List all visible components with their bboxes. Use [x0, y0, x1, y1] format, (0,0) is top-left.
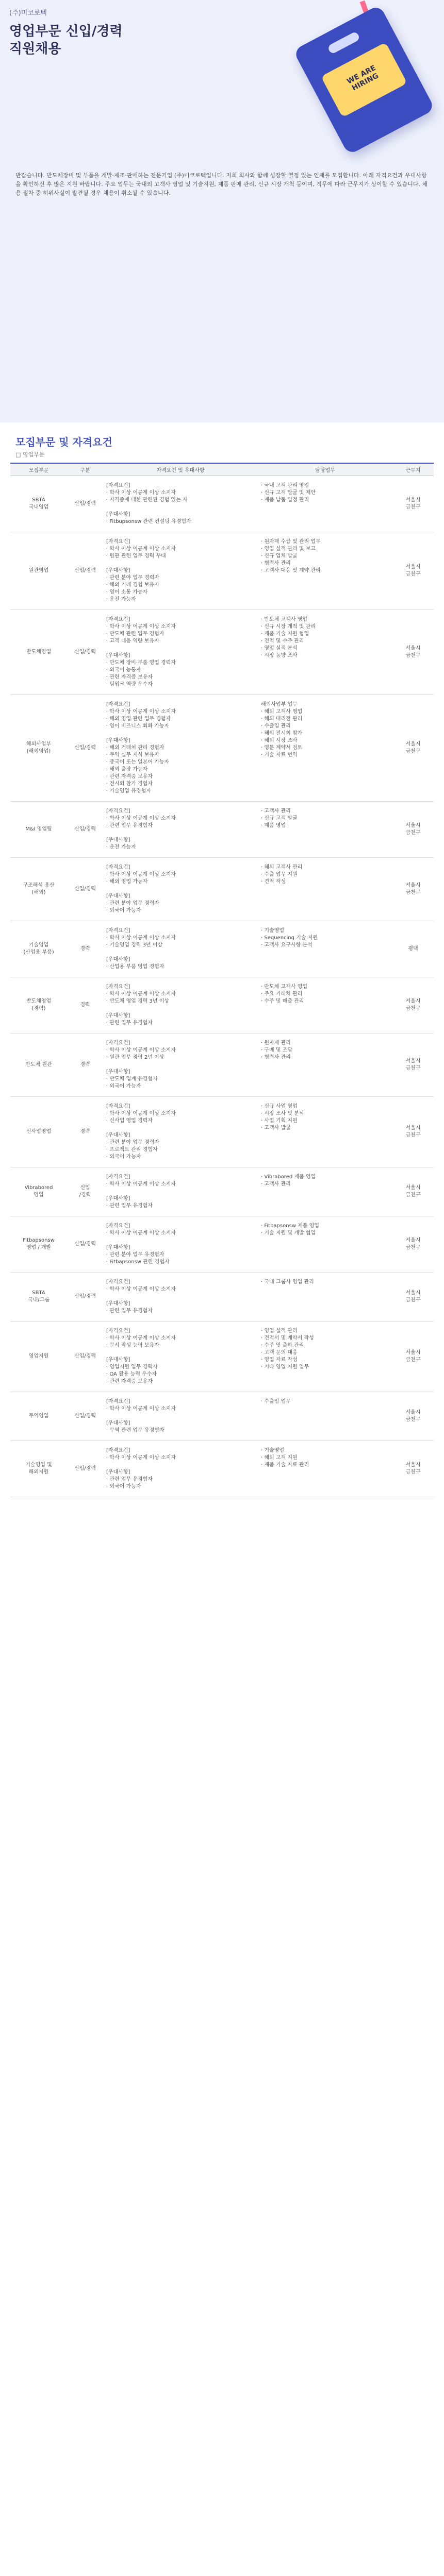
job-duties-cell: · 고객사 관리 · 신규 고객 발굴 · 제품 영업: [258, 801, 392, 857]
job-requirements-cell: [자격요건] · 학사 이상 이공계 이상 소지자 · 해외 영업 관련 업무 경험자 · 영어 비즈니스 회화 가능자 [우대사항] · 해외 거래처 관리 경험자 · 무역 실무 지식 보유자 · 중국어 또는 일본어 가능자 · 해외 출장 가능자 · 관련 자격증 보유자 · 전시회 참가 경험자 · 기술영업 유경험자: [103, 694, 258, 801]
job-row: [10, 1321, 434, 1392]
job-duties-cell: · 기술영업 · 해외 고객 지원 · 제품 기술 자료 관리: [258, 1440, 392, 1497]
job-requirements-cell: [자격요건] · 학사 이상 이공계 이상 소지자 · 원관 업무 경력 2년 이상 [우대사항] · 반도체 업계 유경험자 · 외국어 가능자: [103, 1033, 258, 1096]
job-type-cell: 신입/경력: [67, 1321, 103, 1392]
job-type-cell: 경력: [67, 1033, 103, 1096]
job-dept-cell: 반도체 원관: [10, 1033, 67, 1096]
job-type-cell: 신입/경력: [67, 694, 103, 801]
job-duties-cell: · 영업 실적 관리 · 견적서 및 계약서 작성 · 수주 및 출하 관리 · 고객 문의 대응 · 영업 자료 작성 · 기타 영업 지원 업무: [258, 1321, 392, 1392]
job-type-cell: 신입/경력: [67, 1392, 103, 1440]
job-dept-cell: Fitbapsonsw 영업 / 개발: [10, 1216, 67, 1272]
job-requirements-cell: [자격요건] · 학사 이상 이공계 이상 소지자 · 자격증에 대한 관련된 경험 있는 자 [우대사항] · Fitbupsonsw 관련 컨설팅 유경험자: [103, 476, 258, 532]
job-duties-cell: · Fitbapsonsw 제품 영업 · 기술 지원 및 개발 협업: [258, 1216, 392, 1272]
id-badge-illustration: [293, 5, 435, 155]
page-title: [9, 23, 122, 58]
job-duties-cell: · 국내 그룹사 영업 관리: [258, 1272, 392, 1321]
header-dept: 모집부문: [10, 463, 67, 476]
job-row: [10, 609, 434, 694]
job-type-cell: 신입/경력: [67, 609, 103, 694]
job-location-cell: 서울시 금천구: [392, 977, 434, 1033]
job-location-cell: 서울시 금천구: [392, 476, 434, 532]
job-dept-cell: 무역영업: [10, 1392, 67, 1440]
job-dept-cell: M&I 영업팀: [10, 801, 67, 857]
job-requirements-cell: [자격요건] · 학사 이상 이공계 이상 소지자 · 반도체 영업 경력 3년 이상 [우대사항] · 관련 업무 유경험자: [103, 977, 258, 1033]
job-location-cell: 서울시 금천구: [392, 1440, 434, 1497]
badge-text: WE ARE HIRING: [346, 63, 380, 93]
header-duties: 담당업무: [258, 463, 392, 476]
job-type-cell: 경력: [67, 921, 103, 977]
job-dept-cell: 반도체영업: [10, 609, 67, 694]
job-location-cell: 서울시 금천구: [392, 1216, 434, 1272]
job-requirements-cell: [자격요건] · 학사 이상 이공계 이상 소지자 [우대사항] · 관련 업무 유경험자: [103, 1272, 258, 1321]
job-dept-cell: 기술영업 (산업용 부품): [10, 921, 67, 977]
job-type-cell: 신입/경력: [67, 1440, 103, 1497]
job-type-cell: 신입/경력: [67, 1216, 103, 1272]
job-type-cell: 신입/경력: [67, 801, 103, 857]
job-requirements-cell: [자격요건] · 학사 이상 이공계 이상 소지자 · 신사업 영업 경력자 [우대사항] · 관련 분야 업무 경력자 · 프로젝트 관리 경험자 · 외국어 가능자: [103, 1096, 258, 1167]
job-location-cell: 서울시 금천구: [392, 1033, 434, 1096]
job-duties-cell: · 국내 고객 관리 영업 · 신규 고객 발굴 및 제안 · 제품 납품 일정 관리: [258, 476, 392, 532]
job-dept-cell: 신사업영업: [10, 1096, 67, 1167]
job-row: [10, 1216, 434, 1272]
job-duties-cell: 해외사업부 업무 · 해외 고객사 영업 · 해외 대리점 관리 · 수출입 관리 · 해외 전시회 참가 · 해외 시장 조사 · 영문 계약서 검토 · 기술 자료 번역: [258, 694, 392, 801]
job-requirements-cell: [자격요건] · 학사 이상 이공계 이상 소지자 · 원관 관련 업무 경력 우대 [우대사항] · 관련 분야 업무 경력자 · 해외 거래 경험 보유자 · 영어 소통 가능자 · 운전 가능자: [103, 532, 258, 609]
job-row: [10, 532, 434, 609]
job-dept-cell: 구조해석 용산 (해외): [10, 857, 67, 921]
job-duties-cell: · 기술영업 · Sequencing 기술 지원 · 고객사 요구사항 분석: [258, 921, 392, 977]
job-dept-cell: SBTA 국내영업: [10, 476, 67, 532]
job-type-cell: 신입/경력: [67, 1272, 103, 1321]
job-duties-cell: · 반도체 고객사 영업 · 주요 거래처 관리 · 수주 및 매출 관리: [258, 977, 392, 1033]
job-location-cell: 서울시 금천구: [392, 857, 434, 921]
job-location-cell: 서울시 금천구: [392, 1272, 434, 1321]
job-requirements-cell: [자격요건] · 학사 이상 이공계 이상 소지자 · 반도체 관련 업무 경험자 · 고객 대응 역량 보유자 [우대사항] · 반도체 장비·부품 영업 경력자 · 외국어 능통자 · 관련 자격증 보유자 · 팀워크 역량 우수자: [103, 609, 258, 694]
job-row: [10, 1033, 434, 1096]
job-location-cell: 서울시 금천구: [392, 1321, 434, 1392]
job-row: [10, 476, 434, 532]
intro-paragraph: 반갑습니다. 반도체장비 및 부품을 개발·제조·판매하는 전문기업 (주)미코로텍입니다. 저희 회사와 함께 성장할 열정 있는 인재를 모집합니다. 아래 자격요건과 우대사항을 확인하신 후 많은 지원 바랍니다. 주요 업무는 국내외 고객사 영업 및 기술지원, 제품 판매 관리, 신규 시장 개척 등이며, 직무에 따라 근무지가 상이할 수 있습니다. 채용 절차 중 허위사실이 발견될 경우 채용이 취소될 수 있습니다.: [15, 172, 428, 196]
job-type-cell: 신입 /경력: [67, 1167, 103, 1216]
job-row: [10, 1096, 434, 1167]
job-location-cell: 평택: [392, 921, 434, 977]
company-name: (주)미코로텍: [9, 9, 47, 17]
badge-clip: [327, 31, 360, 55]
job-row: [10, 694, 434, 801]
job-dept-cell: 원관영업: [10, 532, 67, 609]
job-requirements-cell: [자격요건] · 학사 이상 이공계 이상 소지자 [우대사항] · 관련 업무 유경험자: [103, 1167, 258, 1216]
job-duties-cell: · 신규 사업 영업 · 시장 조사 및 분석 · 사업 기획 지원 · 고객사 발굴: [258, 1096, 392, 1167]
job-row: [10, 977, 434, 1033]
job-duties-cell: · 원자재 관리 · 구매 및 조달 · 협력사 관리: [258, 1033, 392, 1096]
header-location: 근무지: [392, 463, 434, 476]
title-line-2: 직원채용: [9, 41, 61, 57]
job-type-cell: 경력: [67, 1096, 103, 1167]
job-row: [10, 921, 434, 977]
job-duties-cell: · Vibrabored 제품 영업 · 고객사 관리: [258, 1167, 392, 1216]
job-type-cell: 경력: [67, 977, 103, 1033]
job-location-cell: 서울시 금천구: [392, 532, 434, 609]
job-requirements-cell: [자격요건] · 학사 이상 이공계 이상 소지자 [우대사항] · 관련 분야 업무 유경험자 · Fitbapsonsw 관련 경험자: [103, 1216, 258, 1272]
header-type: 구분: [67, 463, 103, 476]
job-row: [10, 1440, 434, 1497]
job-duties-cell: · 수출입 업무: [258, 1392, 392, 1440]
job-type-cell: 신입/경력: [67, 532, 103, 609]
job-location-cell: 서울시 금천구: [392, 1167, 434, 1216]
jobs-table: [10, 463, 434, 1497]
job-type-cell: 신입/경력: [67, 857, 103, 921]
title-line-1: 영업부문 신입/경력: [9, 24, 123, 39]
job-duties-cell: · 반도체 고객사 영업 · 신규 시장 개척 및 관리 · 제품 기술 지원 협업 · 견적 및 수주 관리 · 영업 실적 분석 · 시장 동향 조사: [258, 609, 392, 694]
job-requirements-cell: [자격요건] · 학사 이상 이공계 이상 소지자 · 해외 영업 가능자 [우대사항] · 관련 분야 업무 경력자 · 외국어 가능자: [103, 857, 258, 921]
hero-banner: [0, 0, 444, 422]
jobs-subtitle: □ 영업부문: [15, 451, 45, 458]
job-duties-cell: · 해외 고객사 관리 · 수출 업무 지원 · 견적 작성: [258, 857, 392, 921]
jobs-section-title: 모집부문 및 자격요건: [15, 436, 112, 448]
job-dept-cell: 영업지원: [10, 1321, 67, 1392]
job-location-cell: 서울시 금천구: [392, 609, 434, 694]
job-row: [10, 1392, 434, 1440]
job-dept-cell: 해외사업부 (해외영업): [10, 694, 67, 801]
job-requirements-cell: [자격요건] · 학사 이상 이공계 이상 소지자 · 기술영업 경력 3년 이상 [우대사항] · 산업용 부품 영업 경험자: [103, 921, 258, 977]
job-location-cell: 서울시 금천구: [392, 801, 434, 857]
job-dept-cell: Vibrabored 영업: [10, 1167, 67, 1216]
job-requirements-cell: [자격요건] · 학사 이상 이공계 이상 소지자 [우대사항] · 관련 업무 유경험자 · 외국어 가능자: [103, 1440, 258, 1497]
job-location-cell: 서울시 금천구: [392, 1392, 434, 1440]
job-dept-cell: 기술영업 및 해외지원: [10, 1440, 67, 1497]
job-type-cell: 신입/경력: [67, 476, 103, 532]
jobs-table-header: [10, 463, 434, 476]
job-row: [10, 1167, 434, 1216]
job-row: [10, 1272, 434, 1321]
job-requirements-cell: [자격요건] · 학사 이상 이공계 이상 소지자 · 관련 업무 유경험자 [우대사항] · 운전 가능자: [103, 801, 258, 857]
job-row: [10, 857, 434, 921]
job-requirements-cell: [자격요건] · 학사 이상 이공계 이상 소지자 [우대사항] · 무역 관련 업무 유경험자: [103, 1392, 258, 1440]
job-location-cell: 서울시 금천구: [392, 1096, 434, 1167]
job-duties-cell: · 원자재 수급 및 관리 업무 · 영업 실적 관리 및 보고 · 신규 업체 발굴 · 협력사 관리 · 고객사 대응 및 계약 관리: [258, 532, 392, 609]
job-dept-cell: 반도체영업 (경력): [10, 977, 67, 1033]
job-row: [10, 801, 434, 857]
job-location-cell: 서울시 금천구: [392, 694, 434, 801]
job-dept-cell: SBTA 국내/그룹: [10, 1272, 67, 1321]
job-requirements-cell: [자격요건] · 학사 이상 이공계 이상 소지자 · 문서 작성 능력 보유자 [우대사항] · 영업지원 업무 경력자 · OA 활용 능력 우수자 · 관련 자격증 보유자: [103, 1321, 258, 1392]
header-requirements: 자격요건 및 우대사항: [103, 463, 258, 476]
